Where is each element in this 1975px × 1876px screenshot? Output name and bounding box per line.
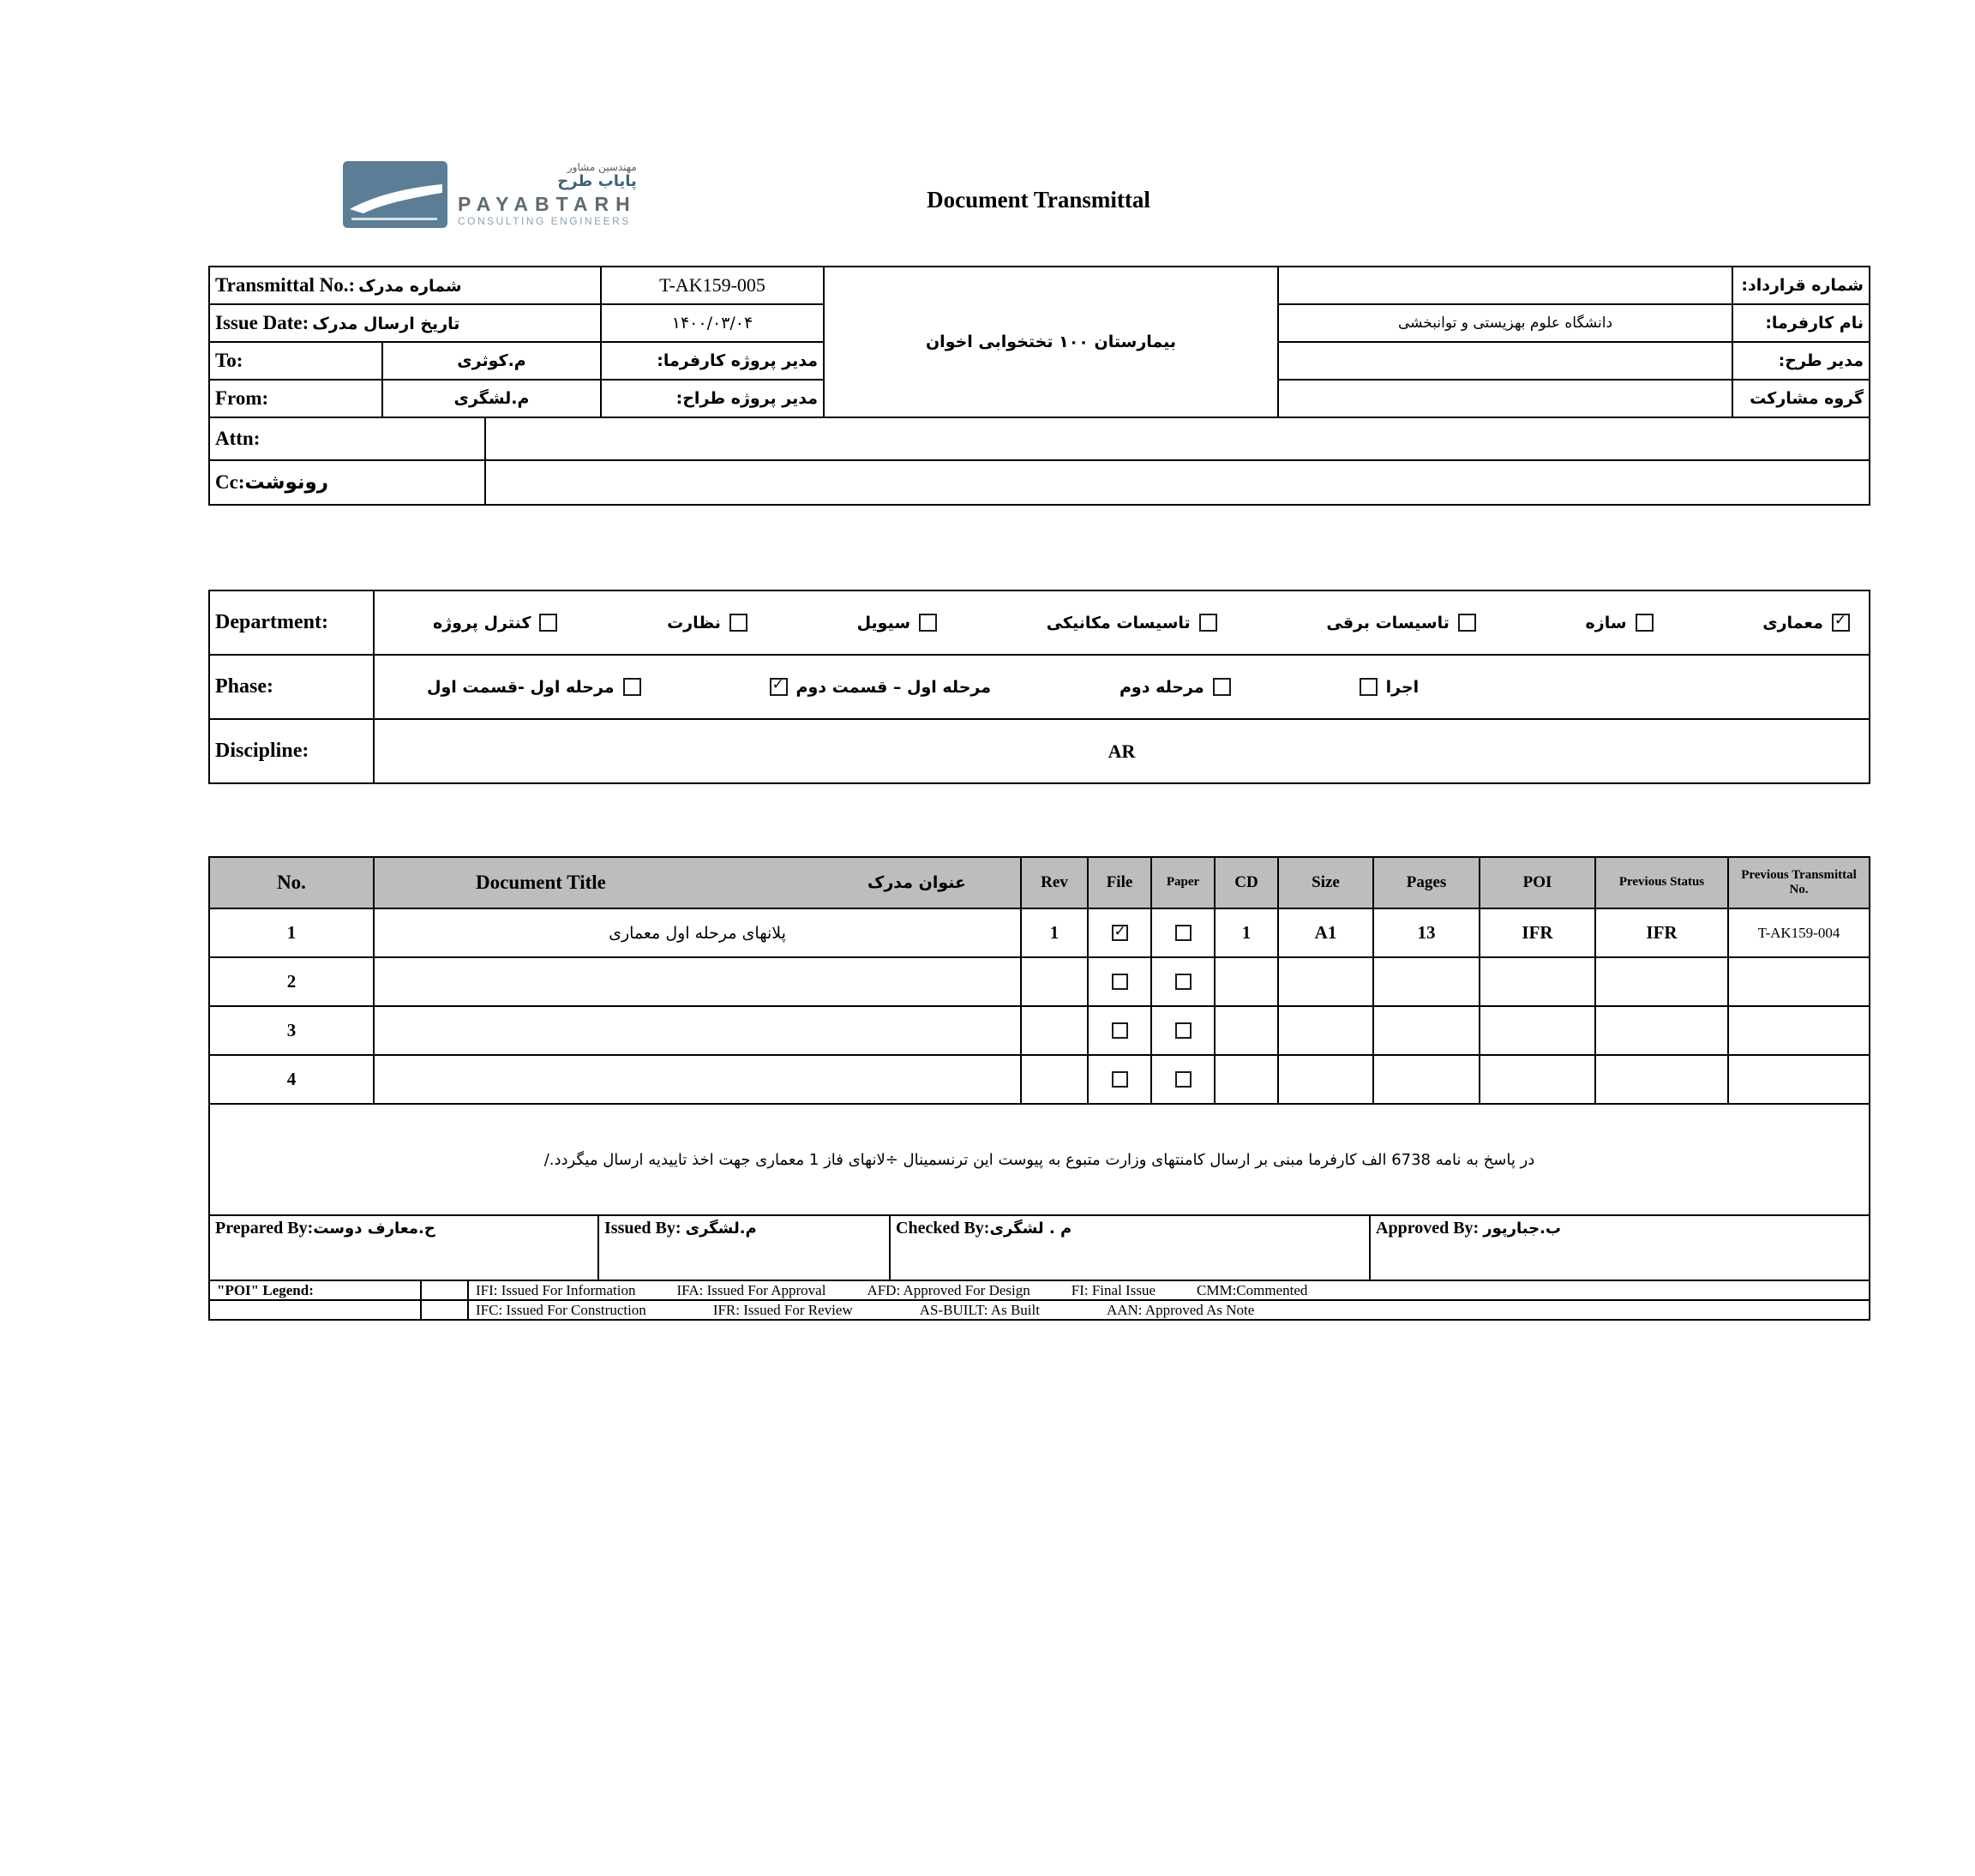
prepared-by-value: ح.معارف دوست	[313, 1220, 435, 1238]
phase-options	[380, 678, 1864, 697]
partnership-value-cell	[1278, 380, 1732, 417]
col-header-pages: Pages	[1373, 857, 1480, 908]
legend-ifa: IFA: Issued For Approval	[676, 1281, 826, 1298]
doc-title: پلانهای مرحله اول معماری	[374, 908, 1021, 957]
transmittal-note: در پاسخ به نامه 6738 الف کارفرما مبنی بر ارسال کامنتهای وزارت متبوع به پیوست این ترنسمینال ÷لانهای فاز 1 معماری جهت اخذ تاییدیه ارسال میگردد./	[543, 1150, 1535, 1169]
col-header-paper: Paper	[1151, 857, 1215, 908]
partnership-label-cell: گروه مشارکت	[1732, 380, 1870, 417]
doc-prev-status: IFR	[1595, 908, 1728, 957]
employer-label-cell: نام کارفرما:	[1732, 304, 1870, 342]
page-header	[208, 0, 1869, 266]
phase-item-execution: اجرا	[1360, 678, 1420, 697]
phase-item-stage1-part1: مرحله اول -قسمت اول	[427, 678, 641, 697]
issue-date-label-cell	[209, 304, 601, 342]
document-row-3	[209, 1006, 1870, 1055]
plan-director-value-cell	[1278, 342, 1732, 380]
department-options	[380, 614, 1864, 632]
document-row-4	[209, 1055, 1870, 1104]
doc-size: A1	[1278, 908, 1373, 957]
doc-poi	[1480, 1055, 1595, 1104]
approved-by-cell	[1370, 1216, 1870, 1280]
cc-value-cell	[485, 460, 1870, 505]
legend-ifr: IFR: Issued For Review	[712, 1301, 853, 1318]
doc-rev: 1	[1021, 908, 1088, 957]
dept-electrical-checkbox	[1458, 614, 1476, 632]
doc-poi: IFR	[1480, 908, 1595, 957]
classification-table	[208, 590, 1870, 784]
doc-file-cell	[1088, 1006, 1151, 1055]
from-label-cell: From:	[209, 380, 382, 417]
doc-title	[374, 957, 1021, 1006]
doc-pages	[1373, 1055, 1480, 1104]
transmittal-no-label-fa: شماره مدرک	[358, 277, 462, 296]
phase-stage1-part2-checkbox	[770, 678, 788, 696]
contract-no-label-cell: شماره قرارداد:	[1732, 267, 1870, 304]
doc-size	[1278, 1055, 1373, 1104]
legend-afd: AFD: Approved For Design	[867, 1281, 1030, 1298]
doc-prev-status	[1595, 957, 1728, 1006]
legend-cmm: CMM:Commented	[1197, 1281, 1308, 1298]
page-title: Document Transmittal	[927, 187, 1150, 213]
doc-paper-cell	[1151, 1006, 1215, 1055]
doc-no: 1	[209, 908, 374, 957]
issued-by-value: م.لشگری	[685, 1220, 757, 1238]
discipline-value-cell: AR	[374, 719, 1870, 783]
transmittal-no-label-cell	[209, 267, 601, 304]
dept-item-civil: سیویل	[857, 614, 937, 632]
from-value-cell: م.لشگری	[382, 380, 601, 417]
poi-legend-label-empty	[209, 1300, 421, 1320]
col-header-no: No.	[209, 857, 374, 908]
issue-date-value-cell: ۱۴۰۰/۰۳/۰۴	[601, 304, 824, 342]
dept-item-structure: سازه	[1586, 614, 1654, 632]
dept-supervision-checkbox	[729, 614, 747, 632]
issue-date-label-fa: تاریخ ارسال مدرک	[312, 315, 460, 333]
signatures-table	[208, 1216, 1870, 1281]
doc-file-cell	[1088, 1055, 1151, 1104]
plan-director-label-cell: مدیر طرح:	[1732, 342, 1870, 380]
col-header-file: File	[1088, 857, 1151, 908]
dept-mechanical-checkbox	[1199, 614, 1217, 632]
phase-item-stage1-part2: ✓ مرحله اول – قسمت دوم	[770, 678, 991, 697]
dept-item-electrical: تاسیسات برقی	[1326, 614, 1476, 632]
doc-title	[374, 1006, 1021, 1055]
issued-by-label: Issued By:	[604, 1219, 681, 1238]
dept-item-control-project: کنترل پروژه	[433, 614, 557, 632]
cc-label-cell: Cc:رونوشت	[209, 460, 485, 505]
doc-paper-cell	[1151, 957, 1215, 1006]
col-header-prev-status: Previous Status	[1595, 857, 1728, 908]
phase-stage2-checkbox	[1213, 678, 1231, 696]
legend-aan: AAN: Approved As Note	[1106, 1301, 1255, 1318]
prepared-by-label: Prepared By:	[215, 1219, 314, 1238]
col-header-size: Size	[1278, 857, 1373, 908]
transmittal-no-value: T-AK159-005	[601, 267, 824, 304]
doc-cd: 1	[1215, 908, 1278, 957]
contract-no-value-cell	[1278, 267, 1732, 304]
doc-prev-transmittal	[1728, 1006, 1870, 1055]
col-header-title-en: Document Title	[476, 872, 606, 893]
documents-header-row	[209, 857, 1870, 908]
client-pm-label-cell: مدیر پروژه کارفرما:	[601, 342, 824, 380]
note-cell	[209, 1104, 1870, 1215]
checked-by-cell	[890, 1216, 1370, 1280]
document-row-1	[209, 908, 1870, 957]
to-label-cell: To:	[209, 342, 382, 380]
doc-no: 4	[209, 1055, 374, 1104]
phase-item-stage2: مرحله دوم	[1120, 678, 1231, 697]
attn-value-cell	[485, 417, 1870, 460]
dept-structure-checkbox	[1636, 614, 1654, 632]
note-row	[209, 1104, 1870, 1215]
col-header-prev-transmittal: Previous Transmittal No.	[1728, 857, 1870, 908]
design-pm-label-cell: مدیر پروژه طراح:	[601, 380, 824, 417]
approved-by-value: ب.جبارپور	[1483, 1220, 1561, 1238]
attn-label-cell: Attn:	[209, 417, 485, 460]
documents-table	[208, 856, 1870, 1216]
doc-paper-cell	[1151, 908, 1215, 957]
dept-item-mechanical: تاسیسات مکانیکی	[1047, 614, 1217, 632]
checked-by-value: م . لشگری	[989, 1220, 1072, 1238]
prepared-by-cell	[209, 1216, 598, 1280]
logo-tagline: پایاب طرح	[557, 172, 637, 191]
doc-file-cell	[1088, 957, 1151, 1006]
paper-checkbox	[1175, 1071, 1192, 1088]
department-options-cell	[374, 590, 1870, 655]
phase-options-cell	[374, 655, 1870, 719]
col-header-title	[374, 857, 1021, 908]
doc-size	[1278, 1006, 1373, 1055]
doc-pages: 13	[1373, 908, 1480, 957]
dept-control-project-checkbox	[539, 614, 557, 632]
col-header-poi: POI	[1480, 857, 1595, 908]
col-header-cd: CD	[1215, 857, 1278, 908]
col-header-rev: Rev	[1021, 857, 1088, 908]
logo-brand-name: PAYABTARH	[458, 193, 637, 216]
project-title: بیمارستان ۱۰۰ تختخوابی اخوان	[925, 333, 1177, 351]
discipline-label-cell: Discipline:	[209, 719, 374, 783]
legend-spacer-cell-2	[421, 1300, 468, 1320]
legend-ifi: IFI: Issued For Information	[476, 1281, 636, 1298]
paper-checkbox	[1175, 1022, 1192, 1039]
poi-legend-label: "POI" Legend:	[209, 1281, 421, 1300]
doc-rev	[1021, 1055, 1088, 1104]
dept-architecture-checkbox	[1832, 614, 1850, 632]
employer-value-cell: دانشگاه علوم بهزیستی و توانبخشی	[1278, 304, 1732, 342]
department-label-cell: Department:	[209, 590, 374, 655]
doc-poi	[1480, 957, 1595, 1006]
legend-row-1	[468, 1281, 1870, 1300]
file-checkbox	[1112, 974, 1128, 990]
doc-prev-transmittal: T-AK159-004	[1728, 908, 1870, 957]
transmittal-info-table	[208, 266, 1870, 506]
phase-stage1-part1-checkbox	[623, 678, 641, 696]
doc-prev-transmittal	[1728, 957, 1870, 1006]
dept-civil-checkbox	[919, 614, 937, 632]
doc-rev	[1021, 1006, 1088, 1055]
doc-paper-cell	[1151, 1055, 1215, 1104]
doc-pages	[1373, 957, 1480, 1006]
doc-no: 2	[209, 957, 374, 1006]
doc-prev-transmittal	[1728, 1055, 1870, 1104]
logo-brand-subtitle: CONSULTING ENGINEERS	[458, 214, 631, 227]
project-title-cell	[824, 267, 1278, 417]
legend-fi: FI: Final Issue	[1071, 1281, 1156, 1298]
logo-tagline-small: مهندسین مشاور	[567, 160, 637, 173]
file-checkbox	[1112, 1022, 1128, 1039]
file-checkbox	[1112, 1071, 1128, 1088]
doc-cd	[1215, 957, 1278, 1006]
paper-checkbox	[1175, 974, 1192, 990]
doc-cd	[1215, 1055, 1278, 1104]
legend-row-2	[468, 1300, 1870, 1320]
issued-by-cell	[598, 1216, 890, 1280]
doc-rev	[1021, 957, 1088, 1006]
doc-prev-status	[1595, 1055, 1728, 1104]
dept-item-supervision: نظارت	[667, 614, 747, 632]
legend-ifc: IFC: Issued For Construction	[476, 1301, 646, 1318]
doc-title	[374, 1055, 1021, 1104]
phase-execution-checkbox	[1360, 678, 1378, 696]
doc-no: 3	[209, 1006, 374, 1055]
document-row-2	[209, 957, 1870, 1006]
doc-pages	[1373, 1006, 1480, 1055]
doc-cd	[1215, 1006, 1278, 1055]
transmittal-no-label-en: Transmittal No.:	[215, 274, 356, 296]
col-header-title-fa: عنوان مدرک	[867, 873, 966, 892]
issue-date-label-en: Issue Date:	[215, 312, 309, 333]
doc-prev-status	[1595, 1006, 1728, 1055]
file-checkbox	[1112, 925, 1128, 941]
legend-spacer-cell	[421, 1281, 468, 1300]
doc-size	[1278, 957, 1373, 1006]
doc-poi	[1480, 1006, 1595, 1055]
approved-by-label: Approved By:	[1376, 1219, 1480, 1238]
checked-by-label: Checked By:	[896, 1219, 990, 1238]
phase-label-cell: Phase:	[209, 655, 374, 719]
doc-file-cell	[1088, 908, 1151, 957]
legend-asbuilt: AS-BUILT: As Built	[919, 1301, 1040, 1318]
document-page	[208, 0, 1869, 1321]
paper-checkbox	[1175, 925, 1192, 941]
dept-item-architecture: معماری ✓	[1762, 614, 1850, 632]
poi-legend-table	[208, 1281, 1870, 1321]
to-value-cell: م.کوثری	[382, 342, 601, 380]
